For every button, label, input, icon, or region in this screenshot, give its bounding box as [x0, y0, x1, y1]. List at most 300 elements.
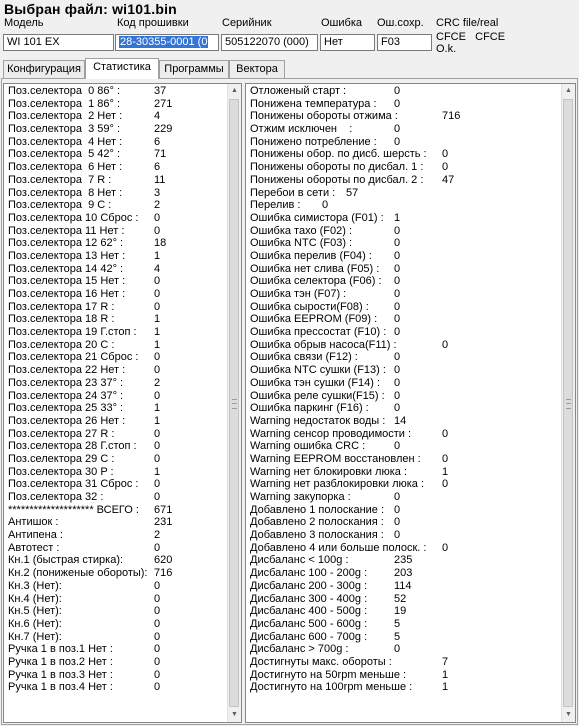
list-item[interactable]: [250, 567, 561, 580]
stat-label: Ошибка перелив (F04) :: [250, 249, 372, 262]
stat-value: 620: [154, 554, 173, 567]
list-item[interactable]: [8, 440, 227, 453]
stat-value: 0: [154, 452, 161, 465]
stat-label: Ошибка симистора (F01) :: [250, 211, 384, 224]
stat-value: 0: [394, 249, 401, 262]
stat-value: 0: [394, 135, 401, 148]
stat-label: Дисбаланс 300 - 400g :: [250, 592, 368, 605]
stat-label: Поз.селектора 14 42° :: [8, 262, 124, 275]
stat-label: Поз.селектора 6 Нет :: [8, 161, 123, 174]
stat-label: Понижено потребление :: [250, 135, 377, 148]
list-item[interactable]: [8, 643, 227, 656]
list-item[interactable]: [8, 212, 227, 225]
stat-label: Ошибка тэн (F07) :: [250, 288, 347, 300]
list-item[interactable]: [250, 593, 561, 606]
stat-label: Warning закупорка :: [250, 491, 351, 503]
stat-label: Ошибка паркинг (F16) :: [250, 402, 369, 415]
left-stats-list[interactable]: [3, 83, 242, 723]
stat-value: 0: [394, 237, 401, 250]
list-item[interactable]: [250, 554, 561, 567]
list-item[interactable]: [250, 390, 561, 403]
stat-value: 0: [154, 440, 161, 453]
stat-value: 0: [154, 288, 161, 300]
list-item[interactable]: [250, 529, 561, 542]
stat-value: 0: [394, 516, 401, 529]
stat-label: Warning недостаток воды :: [250, 414, 386, 427]
stat-value: 271: [154, 97, 173, 110]
stat-value: 57: [346, 186, 359, 199]
list-item[interactable]: [250, 504, 561, 517]
list-item[interactable]: [250, 377, 561, 390]
stat-label: Достигнуты макс. обороты :: [250, 655, 392, 668]
list-item[interactable]: [250, 98, 561, 111]
stat-value: 0: [154, 275, 161, 288]
list-item[interactable]: [8, 402, 227, 415]
stat-label: Ошибка тэн сушки (F14) :: [250, 376, 381, 389]
crc-status: O.k.: [436, 43, 457, 55]
stat-value: 0: [442, 541, 449, 554]
list-item[interactable]: [8, 174, 227, 187]
stat-value: 1: [442, 668, 449, 681]
list-item[interactable]: [8, 580, 227, 593]
stat-value: 6: [154, 161, 161, 174]
list-item[interactable]: [8, 377, 227, 390]
stat-label: Warning нет разблокировки люка :: [250, 478, 425, 491]
stat-label: Дисбаланс 600 - 700g :: [250, 630, 368, 643]
scroll-up-icon[interactable]: ▲: [231, 87, 238, 94]
stat-value: 18: [154, 237, 167, 250]
list-item[interactable]: [250, 415, 561, 428]
stat-value: 0: [154, 300, 161, 313]
list-item[interactable]: [250, 580, 561, 593]
stat-value: 1: [154, 402, 161, 415]
list-item[interactable]: [250, 681, 561, 694]
tab-vectors[interactable]: Вектора: [229, 60, 285, 78]
stat-value: 11: [154, 173, 166, 186]
stat-value: 0: [154, 478, 161, 491]
stat-label: Понижены обороты отжима :: [250, 110, 398, 123]
stat-label: Автотест :: [8, 541, 60, 554]
stat-label: Поз.селектора 28 Г.стоп :: [8, 440, 137, 453]
stat-label: Поз.селектора 19 Г.стоп :: [8, 326, 137, 339]
list-item[interactable]: [8, 605, 227, 618]
list-item[interactable]: [250, 199, 561, 212]
stat-label: Добавлено 2 полоскания :: [250, 516, 384, 529]
list-item[interactable]: [8, 428, 227, 441]
list-item[interactable]: [250, 516, 561, 529]
crc-real-value: CFCE: [475, 31, 506, 43]
stat-value: 0: [154, 668, 161, 681]
list-item[interactable]: [250, 618, 561, 631]
list-item[interactable]: [8, 225, 227, 238]
stat-label: Добавлено 3 полоскания :: [250, 529, 384, 542]
list-item[interactable]: [250, 605, 561, 618]
stat-value: 0: [394, 402, 401, 415]
crc-label: CRC file/real: [436, 17, 499, 29]
stat-value: 0: [394, 288, 401, 300]
stat-label: Дисбаланс 500 - 600g :: [250, 617, 368, 630]
stat-value: 229: [154, 123, 173, 136]
scroll-thumb[interactable]: [563, 99, 573, 707]
stat-label: Ошибка EEPROM (F09) :: [250, 313, 378, 326]
list-item[interactable]: [8, 415, 227, 428]
list-item[interactable]: [8, 339, 227, 352]
stat-label: Понижены обороты по дисбал. 1 :: [250, 161, 424, 174]
list-item[interactable]: [8, 656, 227, 669]
list-item[interactable]: [8, 313, 227, 326]
stat-label: Понижены обороты по дисбал. 2 :: [250, 173, 424, 186]
stat-label: Ручка 1 в поз.3 Нет :: [8, 668, 113, 681]
list-item[interactable]: [8, 567, 227, 580]
stat-label: Поз.селектора 1 86° :: [8, 97, 121, 110]
stat-label: Добавлено 4 или больше полоск. :: [250, 541, 427, 554]
list-item[interactable]: [8, 123, 227, 136]
list-item[interactable]: [250, 428, 561, 441]
stat-label: Перелив :: [250, 199, 301, 212]
stat-value: 1: [442, 681, 449, 694]
left-stats-items: [4, 84, 227, 722]
list-item[interactable]: [250, 351, 561, 364]
tab-programs[interactable]: Программы: [159, 60, 229, 78]
list-item[interactable]: [8, 554, 227, 567]
list-item[interactable]: [8, 669, 227, 682]
stat-value: 1: [154, 326, 161, 339]
stat-label: Поз.селектора 15 Нет :: [8, 275, 126, 288]
scroll-down-icon[interactable]: ▼: [231, 711, 238, 718]
list-item[interactable]: [8, 136, 227, 149]
list-item[interactable]: [250, 148, 561, 161]
stat-value: 4: [154, 110, 161, 123]
stat-label: Достигнуто на 50rpm меньше :: [250, 668, 407, 681]
stat-value: 0: [394, 313, 401, 326]
stat-value: 0: [394, 123, 401, 136]
scroll-down-icon[interactable]: ▼: [565, 711, 572, 718]
stat-value: 4: [154, 262, 161, 275]
stat-label: Дисбаланс < 100g :: [250, 554, 349, 567]
serial-label: Серийник: [222, 17, 272, 29]
stat-label: Дисбаланс > 700g :: [250, 643, 349, 656]
crc-file-value: CFCE: [436, 31, 466, 43]
model-field[interactable]: WI 101 EX: [3, 34, 114, 51]
scroll-up-icon[interactable]: ▲: [565, 87, 572, 94]
stat-label: Добавлено 1 полоскание :: [250, 503, 385, 516]
stat-value: 5: [394, 630, 401, 643]
list-item[interactable]: [8, 390, 227, 403]
list-item[interactable]: [250, 161, 561, 174]
stat-value: 1: [394, 211, 401, 224]
stat-value: 0: [394, 300, 401, 313]
left-scrollbar[interactable]: [227, 84, 241, 722]
model-label: Модель: [4, 17, 44, 29]
stat-label: Поз.селектора 17 R :: [8, 300, 115, 313]
right-stats-list[interactable]: [245, 83, 576, 723]
stat-value: 0: [394, 491, 401, 503]
stat-label: Поз.селектора 13 Нет :: [8, 249, 126, 262]
stat-value: 0: [394, 529, 401, 542]
stat-value: 0: [394, 643, 401, 656]
list-item[interactable]: [250, 491, 561, 504]
stat-value: 0: [154, 605, 161, 618]
list-item[interactable]: [250, 85, 561, 98]
list-item[interactable]: [8, 110, 227, 123]
stat-value: 0: [442, 427, 449, 440]
stat-label: Кн.4 (Нет):: [8, 592, 62, 605]
stat-label: Поз.селектора 8 Нет :: [8, 186, 123, 199]
stat-label: Ручка 1 в поз.1 Нет :: [8, 643, 113, 656]
stat-value: 6: [154, 135, 161, 148]
firmware-label: Код прошивки: [117, 17, 189, 29]
stat-value: 14: [394, 414, 407, 427]
list-item[interactable]: [8, 288, 227, 301]
list-item[interactable]: [250, 453, 561, 466]
stat-value: 716: [442, 110, 461, 123]
stat-label: Поз.селектора 29 C :: [8, 452, 115, 465]
saved-error-field[interactable]: F03: [377, 34, 432, 51]
stat-label: Понижены обор. по дисб. шерсть :: [250, 148, 427, 161]
stat-value: 0: [394, 326, 401, 339]
list-item[interactable]: [8, 593, 227, 606]
list-item[interactable]: [8, 364, 227, 377]
stat-label: Поз.селектора 7 R :: [8, 173, 112, 186]
stat-label: Ошибка прессостат (F10) :: [250, 326, 387, 339]
list-item[interactable]: [8, 631, 227, 644]
stat-value: 0: [154, 211, 161, 224]
list-item[interactable]: [250, 237, 561, 250]
stat-value: 0: [442, 161, 449, 174]
list-item[interactable]: [8, 681, 227, 694]
stat-label: Поз.селектора 23 37° :: [8, 376, 124, 389]
list-item[interactable]: [8, 85, 227, 98]
stat-label: Поз.селектора 21 Сброс :: [8, 351, 139, 364]
stat-label: Ошибка NTC (F03) :: [250, 237, 353, 250]
crc-values: [436, 31, 505, 43]
stat-value: 0: [154, 681, 161, 694]
list-item[interactable]: [250, 136, 561, 149]
stat-label: Warning сенсор проводимости :: [250, 427, 412, 440]
stat-value: 0: [322, 199, 329, 212]
stat-value: 0: [154, 364, 161, 377]
stat-label: Ошибка тахо (F02) :: [250, 224, 353, 237]
stat-value: 0: [154, 351, 161, 364]
stat-value: 0: [394, 85, 401, 97]
list-item[interactable]: [250, 187, 561, 200]
list-item[interactable]: [250, 339, 561, 352]
stat-value: 0: [154, 630, 161, 643]
stat-label: Ошибка селектора (F06) :: [250, 275, 382, 288]
list-item[interactable]: [250, 313, 561, 326]
stat-value: 1: [154, 414, 161, 427]
stat-label: Отложеный старт :: [250, 85, 347, 97]
stat-label: Дисбаланс 100 - 200g :: [250, 567, 368, 580]
stat-value: 231: [154, 516, 173, 529]
stat-label: Поз.селектора 11 Нет :: [8, 224, 125, 237]
list-item[interactable]: [250, 643, 561, 656]
list-item[interactable]: [8, 263, 227, 276]
stat-value: 0: [394, 364, 401, 377]
stat-label: Поз.селектора 24 37° :: [8, 389, 124, 402]
list-item[interactable]: [250, 212, 561, 225]
list-item[interactable]: [250, 288, 561, 301]
list-item[interactable]: [250, 123, 561, 136]
error-field[interactable]: Нет: [320, 34, 375, 51]
tab-statistics[interactable]: Статистика: [85, 58, 159, 79]
stat-value: 1: [154, 249, 161, 262]
stat-label: Ошибка реле сушки(F15) :: [250, 389, 385, 402]
list-item[interactable]: [250, 225, 561, 238]
stat-label: Поз.селектора 12 62° :: [8, 237, 124, 250]
list-item[interactable]: [8, 250, 227, 263]
stat-label: Кн.1 (быстрая стирка):: [8, 554, 124, 567]
serial-field[interactable]: 505122070 (000): [221, 34, 318, 51]
list-item[interactable]: [8, 453, 227, 466]
stat-value: 671: [154, 503, 173, 516]
stat-value: 0: [442, 452, 449, 465]
list-item[interactable]: [250, 478, 561, 491]
list-item[interactable]: [250, 174, 561, 187]
list-item[interactable]: [8, 301, 227, 314]
stat-label: Ошибка нет слива (F05) :: [250, 262, 380, 275]
list-item[interactable]: [250, 669, 561, 682]
stat-label: Дисбаланс 400 - 500g :: [250, 605, 368, 618]
list-item[interactable]: [250, 263, 561, 276]
window-title: Выбран файл: wi101.bin: [4, 1, 177, 17]
list-item[interactable]: [250, 110, 561, 123]
stat-value: 203: [394, 567, 413, 580]
list-item[interactable]: [8, 542, 227, 555]
list-item[interactable]: [8, 326, 227, 339]
list-item[interactable]: [8, 618, 227, 631]
stat-label: Перебои в сети :: [250, 186, 336, 199]
list-item[interactable]: [250, 250, 561, 263]
stat-value: 0: [154, 592, 161, 605]
stat-value: 716: [154, 567, 173, 580]
stat-label: Поз.селектора 16 Нет :: [8, 288, 126, 300]
stat-label: Поз.селектора 32 :: [8, 491, 104, 503]
stat-label: Ошибка обрыв насоса(F11) :: [250, 338, 397, 351]
right-scrollbar[interactable]: [561, 84, 575, 722]
stat-label: Warning EEPROM восстановлен :: [250, 452, 421, 465]
stat-value: 0: [394, 262, 401, 275]
stat-value: 0: [154, 389, 161, 402]
stat-label: Поз.селектора 20 C :: [8, 338, 115, 351]
list-item[interactable]: [8, 504, 227, 517]
list-item[interactable]: [8, 98, 227, 111]
list-item[interactable]: [250, 364, 561, 377]
stat-label: Ручка 1 в поз.4 Нет :: [8, 681, 113, 694]
stat-value: 0: [154, 643, 161, 656]
stat-label: Ручка 1 в поз.2 Нет :: [8, 655, 113, 668]
stat-value: 3: [154, 186, 161, 199]
list-item[interactable]: [250, 275, 561, 288]
list-item[interactable]: [8, 275, 227, 288]
stat-value: 5: [394, 617, 401, 630]
list-item[interactable]: [8, 148, 227, 161]
stat-value: 114: [394, 579, 412, 592]
stat-label: Warning нет блокировки люка :: [250, 465, 407, 478]
stat-value: 19: [394, 605, 407, 618]
stat-label: Поз.селектора 26 Нет :: [8, 414, 126, 427]
list-item[interactable]: [250, 542, 561, 555]
stat-value: 0: [394, 351, 401, 364]
stat-value: 1: [154, 313, 161, 326]
firmware-field[interactable]: [115, 34, 219, 51]
stat-value: 0: [154, 579, 161, 592]
stat-value: 0: [154, 655, 161, 668]
stat-label: Поз.селектора 31 Сброс :: [8, 478, 139, 491]
list-item[interactable]: [250, 301, 561, 314]
list-item[interactable]: [8, 516, 227, 529]
tab-configuration[interactable]: Конфигурация: [3, 60, 85, 78]
stat-label: Поз.селектора 3 59° :: [8, 123, 121, 136]
stat-value: 1: [442, 465, 449, 478]
grip-icon: [566, 399, 571, 409]
stat-label: Поз.селектора 5 42° :: [8, 148, 121, 161]
stat-value: 0: [442, 478, 449, 491]
stat-value: 71: [154, 148, 167, 161]
list-item[interactable]: [8, 491, 227, 504]
stat-value: 235: [394, 554, 413, 567]
stat-label: Поз.селектора 9 C :: [8, 199, 112, 212]
list-item[interactable]: [8, 466, 227, 479]
stat-label: Кн.2 (пониженые обороты):: [8, 567, 148, 580]
list-item[interactable]: [250, 656, 561, 669]
scroll-thumb[interactable]: [229, 99, 239, 707]
stat-label: Поз.селектора 22 Нет :: [8, 364, 126, 377]
list-item[interactable]: [250, 631, 561, 644]
stat-label: Дисбаланс 200 - 300g :: [250, 579, 368, 592]
saved-error-label: Ош.сохр.: [377, 17, 424, 29]
stat-value: 1: [154, 465, 161, 478]
stat-label: ******************** ВСЕГО :: [8, 503, 139, 516]
right-stats-items: [246, 84, 561, 722]
list-item[interactable]: [8, 351, 227, 364]
stat-value: 52: [394, 592, 407, 605]
list-item[interactable]: [250, 466, 561, 479]
error-label: Ошибка: [321, 17, 362, 29]
list-item[interactable]: [250, 326, 561, 339]
stat-label: Кн.6 (Нет):: [8, 617, 62, 630]
stat-label: Поз.селектора 25 33° :: [8, 402, 124, 415]
stat-value: 0: [154, 491, 161, 503]
stat-label: Ошибка связи (F12) :: [250, 351, 358, 364]
stat-label: Поз.селектора 27 R :: [8, 427, 115, 440]
firmware-value: 28-30355-0001 (0: [120, 36, 208, 48]
stat-value: 2: [154, 529, 161, 542]
stat-value: 0: [394, 503, 401, 516]
stat-label: Антипена :: [8, 529, 63, 542]
stat-label: Отжим исключен :: [250, 123, 353, 136]
stat-label: Поз.селектора 4 Нет :: [8, 135, 123, 148]
stat-label: Достигнуто на 100rpm меньше :: [250, 681, 413, 694]
list-item[interactable]: [8, 529, 227, 542]
list-item[interactable]: [8, 161, 227, 174]
stat-label: Поз.селектора 2 Нет :: [8, 110, 123, 123]
stat-value: 0: [154, 427, 161, 440]
stat-value: 0: [394, 97, 401, 110]
stat-value: 2: [154, 376, 161, 389]
list-item[interactable]: [8, 237, 227, 250]
list-item[interactable]: [250, 402, 561, 415]
list-item[interactable]: [8, 199, 227, 212]
stat-value: 47: [442, 173, 455, 186]
stat-label: Поз.селектора 30 P :: [8, 465, 114, 478]
list-item[interactable]: [8, 187, 227, 200]
stat-value: 0: [442, 338, 449, 351]
stat-label: Поз.селектора 18 R :: [8, 313, 115, 326]
stat-value: 0: [154, 541, 161, 554]
list-item[interactable]: [8, 478, 227, 491]
list-item[interactable]: [250, 440, 561, 453]
